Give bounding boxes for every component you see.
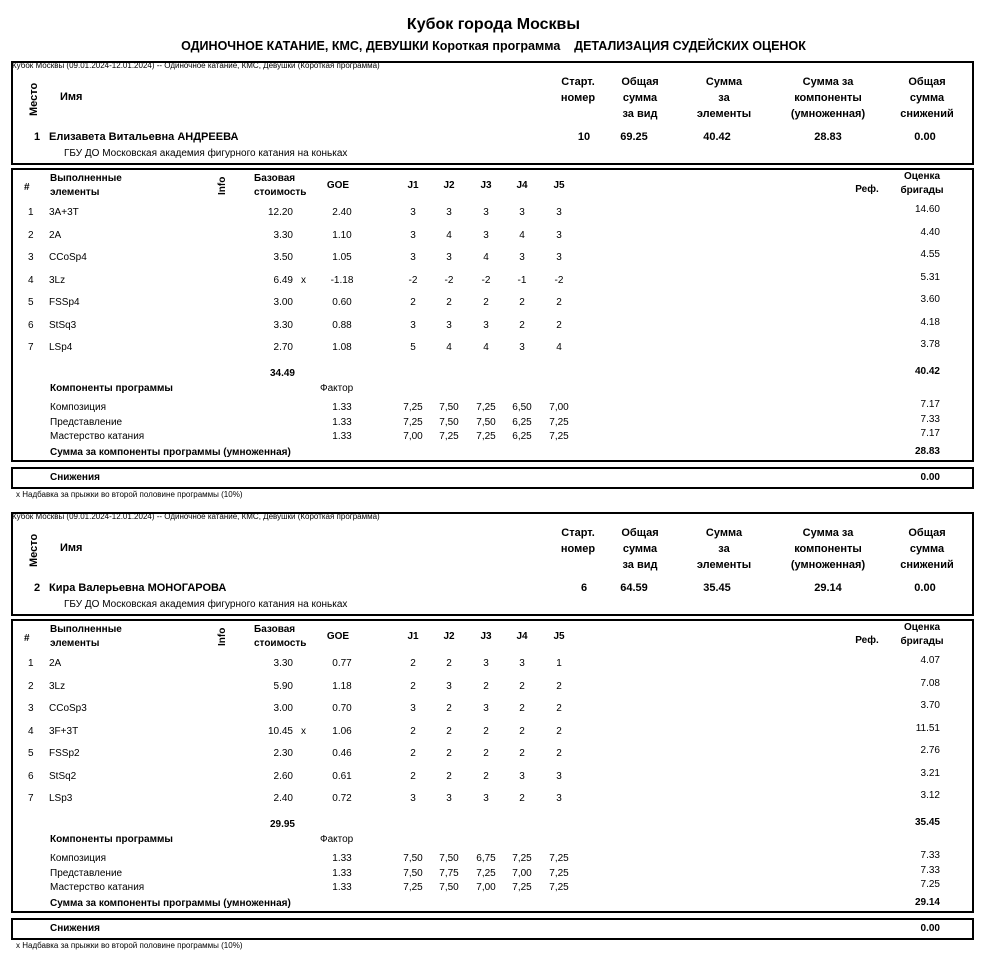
element-name: 3Lz bbox=[49, 274, 66, 286]
place-label: Место bbox=[28, 82, 40, 116]
component-judge-score: 7,50 bbox=[439, 402, 459, 413]
component-judge-score: 7,25 bbox=[403, 882, 423, 893]
element-goe: -1.18 bbox=[330, 274, 354, 286]
goe-label: GOE bbox=[326, 631, 350, 642]
element-judge-score: 2 bbox=[519, 793, 525, 804]
component-judge-score: 7,25 bbox=[476, 402, 496, 413]
element-judge-score: 3 bbox=[446, 793, 452, 804]
component-name: Композиция bbox=[50, 853, 107, 864]
pcs-label: Сумма за компоненты (умноженная) bbox=[790, 527, 866, 571]
component-name: Композиция bbox=[50, 402, 107, 413]
element-goe: 1.06 bbox=[332, 725, 352, 737]
component-judge-score: 7,25 bbox=[549, 431, 569, 442]
element-judge-score: 3 bbox=[519, 252, 525, 263]
element-base: 5.90 bbox=[273, 680, 293, 692]
component-judge-score: 7,25 bbox=[512, 853, 532, 864]
pcs: 29.14 bbox=[814, 582, 842, 594]
ref-label: Реф. bbox=[855, 184, 879, 195]
element-goe: 0.60 bbox=[332, 297, 352, 308]
element-num: 4 bbox=[28, 274, 34, 286]
element-goe: 0.72 bbox=[332, 793, 352, 804]
base-label: Базовая стоимость bbox=[254, 173, 307, 198]
element-num: 1 bbox=[28, 207, 34, 218]
element-judge-score: 3 bbox=[556, 252, 562, 263]
element-judge-score: 2 bbox=[556, 748, 562, 759]
element-judge-score: 3 bbox=[446, 207, 452, 218]
element-judge-score: 3 bbox=[519, 207, 525, 218]
component-name: Представление bbox=[50, 867, 123, 879]
element-judge-score: 3 bbox=[483, 229, 489, 241]
executed-label: Выполненные элементы bbox=[50, 624, 122, 649]
executed-label: Выполненные элементы bbox=[50, 173, 122, 198]
base-total: 34.49 bbox=[269, 368, 295, 379]
component-judge-score: 7,25 bbox=[512, 882, 532, 893]
deductions-label: Снижения bbox=[50, 923, 100, 934]
element-judge-score: -2 bbox=[408, 274, 418, 286]
element-score: 5.31 bbox=[920, 271, 940, 283]
name-label: Имя bbox=[60, 91, 83, 103]
element-name: FSSp4 bbox=[49, 297, 80, 308]
element-judge-score: 4 bbox=[446, 229, 452, 241]
component-judge-score: 7,00 bbox=[476, 882, 496, 893]
judge-label: J2 bbox=[443, 631, 455, 642]
num-label: # bbox=[24, 182, 30, 193]
element-name: CCoSp3 bbox=[49, 703, 87, 714]
element-judge-score: 4 bbox=[483, 252, 489, 263]
element-name: CCoSp4 bbox=[49, 252, 87, 263]
element-judge-score: 2 bbox=[410, 680, 416, 692]
element-judge-score: 2 bbox=[519, 319, 525, 331]
component-score: 7.33 bbox=[920, 850, 940, 861]
element-judge-score: 3 bbox=[483, 658, 489, 669]
components-label: Компоненты программы bbox=[50, 834, 173, 845]
element-judge-score: 2 bbox=[556, 319, 562, 331]
deductions-total: 0.00 bbox=[914, 582, 936, 594]
total-score: 69.25 bbox=[620, 131, 648, 143]
factor-label: Фактор bbox=[320, 834, 354, 845]
deductions-total: 0.00 bbox=[914, 131, 936, 143]
element-judge-score: 3 bbox=[410, 207, 416, 218]
tes: 40.42 bbox=[703, 131, 731, 143]
element-judge-score: 3 bbox=[410, 703, 416, 714]
total-score: 64.59 bbox=[620, 582, 648, 594]
element-judge-score: 5 bbox=[410, 342, 416, 353]
element-judge-score: 2 bbox=[446, 658, 452, 669]
element-judge-score: 2 bbox=[410, 658, 416, 669]
element-base: 2.40 bbox=[273, 793, 293, 804]
element-base: 10.45 bbox=[267, 725, 293, 737]
element-base: 2.70 bbox=[273, 342, 293, 353]
element-judge-score: 2 bbox=[556, 680, 562, 692]
component-judge-score: 7,25 bbox=[439, 431, 459, 442]
component-judge-score: 7,25 bbox=[549, 416, 569, 428]
component-judge-score: 7,50 bbox=[403, 867, 423, 879]
component-judge-score: 7,00 bbox=[512, 867, 532, 879]
element-judge-score: 3 bbox=[410, 252, 416, 263]
element-judge-score: 4 bbox=[556, 342, 562, 353]
element-base: 3.30 bbox=[273, 319, 293, 331]
component-judge-score: 7,25 bbox=[549, 853, 569, 864]
element-judge-score: -2 bbox=[481, 274, 491, 286]
name-label: Имя bbox=[60, 542, 83, 554]
element-base: 3.30 bbox=[273, 658, 293, 669]
judge-label: J1 bbox=[407, 631, 419, 642]
element-name: 2A bbox=[49, 229, 62, 241]
component-judge-score: 6,25 bbox=[512, 431, 532, 442]
element-goe: 0.77 bbox=[332, 658, 352, 669]
component-score: 7.17 bbox=[920, 428, 940, 439]
base-label: Базовая стоимость bbox=[254, 624, 307, 649]
info-label: Info bbox=[217, 176, 228, 195]
component-score: 7.33 bbox=[920, 413, 940, 425]
element-name: StSq2 bbox=[49, 770, 77, 782]
element-goe: 1.18 bbox=[332, 680, 352, 692]
element-bonus-mark: x bbox=[301, 725, 306, 737]
deductions-label: Снижения bbox=[50, 472, 100, 483]
element-score: 3.21 bbox=[920, 767, 940, 779]
element-goe: 1.05 bbox=[332, 252, 352, 263]
element-goe: 0.88 bbox=[332, 319, 352, 331]
element-score: 4.07 bbox=[920, 655, 940, 666]
judge-label: J2 bbox=[443, 180, 455, 191]
element-judge-score: 4 bbox=[446, 342, 452, 353]
element-goe: 0.61 bbox=[332, 770, 352, 782]
component-factor: 1.33 bbox=[332, 431, 352, 442]
component-name: Мастерство катания bbox=[50, 882, 145, 893]
judge-label: J1 bbox=[407, 180, 419, 191]
element-judge-score: 3 bbox=[556, 229, 562, 241]
component-factor: 1.33 bbox=[332, 853, 352, 864]
num-label: # bbox=[24, 633, 30, 644]
element-judge-score: 2 bbox=[410, 725, 416, 737]
base-total: 29.95 bbox=[269, 819, 295, 830]
component-judge-score: 7,25 bbox=[476, 431, 496, 442]
element-goe: 1.10 bbox=[332, 229, 352, 241]
components-label: Компоненты программы bbox=[50, 383, 173, 394]
total-score-label: Общая сумма за вид bbox=[621, 76, 659, 120]
skater-name: Елизавета Витальевна АНДРЕЕВА bbox=[49, 131, 239, 143]
element-name: StSq3 bbox=[49, 319, 77, 331]
element-base: 2.60 bbox=[273, 770, 293, 782]
element-judge-score: 2 bbox=[519, 725, 525, 737]
element-num: 2 bbox=[28, 229, 34, 241]
element-num: 7 bbox=[28, 342, 34, 353]
place-label: Место bbox=[28, 533, 40, 567]
element-score: 3.60 bbox=[920, 294, 940, 305]
element-judge-score: 3 bbox=[410, 229, 416, 241]
element-judge-score: 3 bbox=[556, 207, 562, 218]
pcs-sum-label: Сумма за компоненты программы (умноженная) bbox=[50, 447, 291, 458]
component-judge-score: 7,50 bbox=[476, 416, 496, 428]
element-judge-score: 2 bbox=[446, 748, 452, 759]
element-num: 6 bbox=[28, 319, 34, 331]
pcs-sum-label: Сумма за компоненты программы (умноженная) bbox=[50, 898, 291, 909]
element-num: 1 bbox=[28, 658, 34, 669]
judge-label: J4 bbox=[516, 631, 528, 642]
tes: 35.45 bbox=[703, 582, 731, 594]
component-judge-score: 7,00 bbox=[403, 431, 423, 442]
event-line: Кубок Москвы (09.01.2024-12.01.2024) -- Одиночное катание, КМС, Девушки (Короткая программа) bbox=[12, 512, 380, 521]
element-judge-score: 1 bbox=[556, 658, 562, 669]
element-score: 14.60 bbox=[914, 204, 940, 215]
element-judge-score: 3 bbox=[446, 319, 452, 331]
element-goe: 0.46 bbox=[332, 748, 352, 759]
component-judge-score: 7,50 bbox=[439, 853, 459, 864]
component-score: 7.33 bbox=[920, 864, 940, 876]
element-judge-score: 2 bbox=[556, 297, 562, 308]
element-judge-score: 2 bbox=[483, 725, 489, 737]
element-name: 3Lz bbox=[49, 680, 66, 692]
element-name: 2A bbox=[49, 658, 62, 669]
element-judge-score: -2 bbox=[554, 274, 564, 286]
element-judge-score: 2 bbox=[483, 297, 489, 308]
component-name: Мастерство катания bbox=[50, 431, 145, 442]
element-judge-score: 2 bbox=[446, 297, 452, 308]
element-num: 2 bbox=[28, 680, 34, 692]
deductions-total-label: Общая сумма снижений bbox=[900, 527, 954, 571]
element-num: 3 bbox=[28, 703, 34, 714]
pcs-sum: 28.83 bbox=[914, 446, 940, 457]
element-judge-score: 4 bbox=[519, 229, 525, 241]
component-name: Представление bbox=[50, 416, 123, 428]
element-judge-score: 2 bbox=[410, 770, 416, 782]
component-judge-score: 7,25 bbox=[403, 416, 423, 428]
rank: 1 bbox=[34, 131, 41, 143]
judge-label: J3 bbox=[480, 631, 492, 642]
element-judge-score: 2 bbox=[446, 770, 452, 782]
component-judge-score: 7,25 bbox=[403, 402, 423, 413]
element-name: LSp4 bbox=[49, 342, 73, 353]
page-title: Кубок города Москвы bbox=[406, 16, 581, 33]
element-judge-score: 2 bbox=[410, 297, 416, 308]
element-judge-score: 2 bbox=[556, 703, 562, 714]
element-name: FSSp2 bbox=[49, 748, 80, 759]
element-score: 4.18 bbox=[920, 316, 940, 328]
element-num: 6 bbox=[28, 770, 34, 782]
element-score: 4.40 bbox=[920, 226, 940, 238]
element-judge-score: 3 bbox=[483, 703, 489, 714]
component-judge-score: 7,25 bbox=[476, 867, 496, 879]
component-judge-score: 6,75 bbox=[476, 853, 496, 864]
component-judge-score: 7,00 bbox=[549, 402, 569, 413]
deductions: 0.00 bbox=[920, 472, 940, 483]
element-judge-score: 3 bbox=[519, 342, 525, 353]
element-score: 4.55 bbox=[920, 249, 940, 260]
element-judge-score: 3 bbox=[519, 658, 525, 669]
element-judge-score: 2 bbox=[483, 680, 489, 692]
element-judge-score: 2 bbox=[519, 703, 525, 714]
element-base: 2.30 bbox=[273, 748, 293, 759]
start-no: 10 bbox=[577, 131, 591, 143]
component-judge-score: 7,50 bbox=[403, 853, 423, 864]
elements-total: 35.45 bbox=[914, 817, 940, 828]
element-judge-score: -2 bbox=[444, 274, 454, 286]
start-no-label: Старт. номер bbox=[560, 76, 596, 104]
element-judge-score: 3 bbox=[483, 793, 489, 804]
component-factor: 1.33 bbox=[332, 882, 352, 893]
component-judge-score: 7,25 bbox=[549, 867, 569, 879]
element-goe: 1.08 bbox=[332, 342, 352, 353]
start-no: 6 bbox=[580, 582, 588, 594]
component-factor: 1.33 bbox=[332, 416, 352, 428]
element-base: 3.30 bbox=[273, 229, 293, 241]
element-judge-score: 3 bbox=[556, 793, 562, 804]
element-score: 3.12 bbox=[920, 790, 940, 801]
deductions: 0.00 bbox=[920, 923, 940, 934]
club: ГБУ ДО Московская академия фигурного катания на коньках bbox=[64, 148, 348, 159]
element-judge-score: 3 bbox=[483, 207, 489, 218]
panel-label: Оценка бригады bbox=[900, 171, 944, 196]
element-judge-score: 3 bbox=[410, 319, 416, 331]
element-base: 3.00 bbox=[273, 297, 293, 308]
element-goe: 0.70 bbox=[332, 703, 352, 714]
element-judge-score: 2 bbox=[519, 680, 525, 692]
panel-label: Оценка бригады bbox=[900, 622, 944, 647]
element-judge-score: 3 bbox=[519, 770, 525, 782]
element-bonus-mark: x bbox=[301, 274, 306, 286]
club: ГБУ ДО Московская академия фигурного катания на коньках bbox=[64, 599, 348, 610]
factor-label: Фактор bbox=[320, 383, 354, 394]
element-judge-score: 3 bbox=[446, 680, 452, 692]
element-num: 7 bbox=[28, 793, 34, 804]
element-name: LSp3 bbox=[49, 793, 73, 804]
element-judge-score: 4 bbox=[483, 342, 489, 353]
ref-label: Реф. bbox=[855, 635, 879, 646]
pcs: 28.83 bbox=[814, 131, 842, 143]
element-judge-score: 2 bbox=[446, 703, 452, 714]
element-base: 3.50 bbox=[273, 252, 293, 263]
element-judge-score: 3 bbox=[446, 252, 452, 263]
element-score: 11.51 bbox=[915, 722, 940, 734]
component-judge-score: 7,75 bbox=[439, 867, 459, 879]
info-label: Info bbox=[217, 627, 228, 646]
element-base: 3.00 bbox=[273, 703, 293, 714]
element-num: 5 bbox=[28, 297, 34, 308]
component-judge-score: 6,25 bbox=[512, 416, 532, 428]
rank: 2 bbox=[34, 582, 41, 594]
event-line: Кубок Москвы (09.01.2024-12.01.2024) -- Одиночное катание, КМС, Девушки (Короткая программа) bbox=[12, 61, 380, 70]
element-judge-score: 3 bbox=[556, 770, 562, 782]
component-judge-score: 7,50 bbox=[439, 416, 459, 428]
deductions-total-label: Общая сумма снижений bbox=[900, 76, 954, 120]
judge-label: J4 bbox=[516, 180, 528, 191]
start-no-label: Старт. номер bbox=[560, 527, 596, 555]
tes-label: Сумма за элементы bbox=[696, 527, 752, 571]
judge-label: J5 bbox=[553, 631, 565, 642]
tes-label: Сумма за элементы bbox=[696, 76, 752, 120]
element-goe: 2.40 bbox=[332, 207, 352, 218]
element-judge-score: 2 bbox=[483, 748, 489, 759]
element-judge-score: 2 bbox=[410, 748, 416, 759]
footnote: x Надбавка за прыжки во второй половине программы (10%) bbox=[16, 490, 243, 499]
judge-label: J3 bbox=[480, 180, 492, 191]
element-num: 5 bbox=[28, 748, 34, 759]
element-judge-score: 2 bbox=[519, 748, 525, 759]
element-judge-score: 2 bbox=[556, 725, 562, 737]
goe-label: GOE bbox=[326, 180, 350, 191]
component-score: 7.25 bbox=[920, 879, 940, 890]
element-name: 3A+3T bbox=[49, 207, 79, 218]
component-score: 7.17 bbox=[920, 399, 940, 410]
element-score: 2.76 bbox=[920, 745, 940, 756]
elements-total: 40.42 bbox=[914, 366, 940, 377]
total-score-label: Общая сумма за вид bbox=[621, 527, 659, 571]
element-judge-score: 3 bbox=[410, 793, 416, 804]
element-score: 7.08 bbox=[920, 677, 940, 689]
component-judge-score: 6,50 bbox=[512, 402, 532, 413]
component-judge-score: 7,50 bbox=[439, 882, 459, 893]
component-factor: 1.33 bbox=[332, 402, 352, 413]
element-num: 3 bbox=[28, 252, 34, 263]
element-score: 3.78 bbox=[920, 339, 940, 350]
component-judge-score: 7,25 bbox=[549, 882, 569, 893]
page-subtitle: ОДИНОЧНОЕ КАТАНИЕ, КМС, ДЕВУШКИ Короткая программа ДЕТАЛИЗАЦИЯ СУДЕЙСКИХ ОЦЕНОК bbox=[181, 39, 806, 53]
element-judge-score: -1 bbox=[517, 274, 527, 286]
judge-label: J5 bbox=[553, 180, 565, 191]
pcs-label: Сумма за компоненты (умноженная) bbox=[790, 76, 866, 120]
element-base: 12.20 bbox=[267, 207, 293, 218]
component-factor: 1.33 bbox=[332, 867, 352, 879]
skater-name: Кира Валерьевна МОНОГАРОВА bbox=[49, 582, 227, 594]
element-score: 3.70 bbox=[920, 700, 940, 711]
element-judge-score: 3 bbox=[483, 319, 489, 331]
element-num: 4 bbox=[28, 725, 34, 737]
footnote: x Надбавка за прыжки во второй половине программы (10%) bbox=[16, 941, 243, 950]
element-base: 6.49 bbox=[273, 274, 293, 286]
element-judge-score: 2 bbox=[446, 725, 452, 737]
element-judge-score: 2 bbox=[483, 770, 489, 782]
element-name: 3F+3T bbox=[49, 725, 79, 737]
pcs-sum: 29.14 bbox=[914, 897, 940, 908]
element-judge-score: 2 bbox=[519, 297, 525, 308]
